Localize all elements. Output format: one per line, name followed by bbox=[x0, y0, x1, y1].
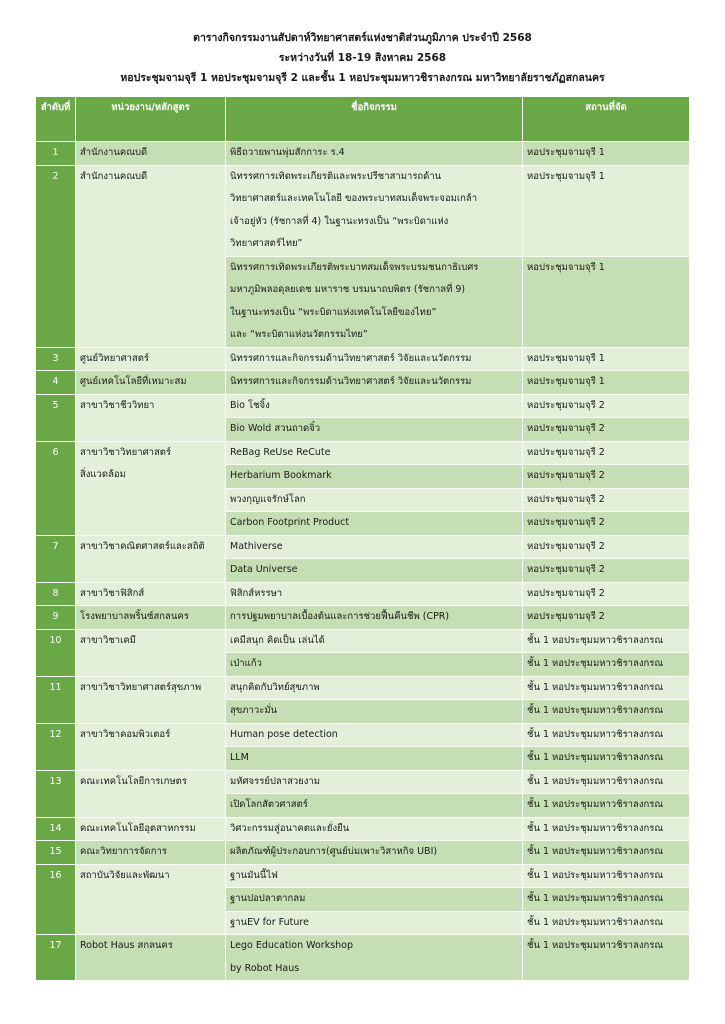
org-cell: สำนักงานคณบดี bbox=[76, 165, 226, 347]
place-cell: หอประชุมจามจุรี 2 bbox=[523, 418, 690, 442]
place-cell: ชั้น 1 หอประชุมมหาวชิราลงกรณ bbox=[523, 676, 690, 700]
place-cell: หอประชุมจามจุรี 2 bbox=[523, 488, 690, 512]
row-number: 10 bbox=[36, 629, 76, 676]
activity-cell: พิธีถวายพานพุ่มสักการะ ร.4 bbox=[226, 142, 523, 166]
org-cell: สาขาวิชาวิทยาศาสตร์สุขภาพ bbox=[76, 676, 226, 723]
place-cell: หอประชุมจามจุรี 2 bbox=[523, 559, 690, 583]
row-number: 3 bbox=[36, 347, 76, 371]
place-cell: ชั้น 1 หอประชุมมหาวชิราลงกรณ bbox=[523, 935, 690, 981]
header-activity: ชื่อกิจกรรม bbox=[226, 97, 523, 142]
activity-cell: เป่าแก้ว bbox=[226, 653, 523, 677]
activity-cell: LLM bbox=[226, 747, 523, 771]
place-cell: ชั้น 1 หอประชุมมหาวชิราลงกรณ bbox=[523, 629, 690, 653]
row-number: 14 bbox=[36, 817, 76, 841]
org-cell: สาขาวิชาชีววิทยา bbox=[76, 394, 226, 441]
document-venue: หอประชุมจามจุรี 1 หอประชุมจามจุรี 2 และชั้น 1 หอประชุมมหาวชิราลงกรณ มหาวิทยาลัยราชภัฏสกลนคร bbox=[120, 72, 605, 84]
activity-cell: ReBag ReUse ReCute bbox=[226, 441, 523, 465]
place-cell: หอประชุมจามจุรี 1 bbox=[523, 142, 690, 166]
row-number: 12 bbox=[36, 723, 76, 770]
place-cell: หอประชุมจามจุรี 2 bbox=[523, 606, 690, 630]
row-number: 9 bbox=[36, 606, 76, 630]
activity-cell: Lego Education Workshop by Robot Haus bbox=[226, 935, 523, 981]
activity-cell: พวงกุญแจรักษ์โลก bbox=[226, 488, 523, 512]
row-number: 5 bbox=[36, 394, 76, 441]
place-cell: หอประชุมจามจุรี 2 bbox=[523, 535, 690, 559]
org-cell: ศูนย์เทคโนโลยีที่เหมาะสม bbox=[76, 371, 226, 395]
place-cell: หอประชุมจามจุรี 2 bbox=[523, 512, 690, 536]
row-number: 2 bbox=[36, 165, 76, 347]
activity-cell: นิทรรศการเทิดพระเกียรติพระบาทสมเด็จพระบรมชนกาธิเบศร มหาภูมิพลอดุลยเดช มหาราช บรมนาถบพิตร (รัชกาลที่ 9) ในฐานะทรงเป็น “พระบิดาแห่งเทคโนโลยีของไทย” และ “พระบิดาแห่งนวัตกรรมไทย” bbox=[226, 256, 523, 347]
activity-cell: Carbon Footprint Product bbox=[226, 512, 523, 536]
org-cell: โรงพยาบาลพริ้นซ์สกลนคร bbox=[76, 606, 226, 630]
table-row bbox=[36, 817, 690, 841]
org-cell: สาขาวิชาคอมพิวเตอร์ bbox=[76, 723, 226, 770]
activity-cell: ผลิตภัณฑ์ผู้ประกอบการ(ศูนย์บ่มเพาะวิสาหกิจ UBI) bbox=[226, 841, 523, 865]
place-cell: หอประชุมจามจุรี 2 bbox=[523, 441, 690, 465]
document-title: ตารางกิจกรรมงานสัปดาห์วิทยาศาสตร์แห่งชาติส่วนภูมิภาค ประจำปี 2568 bbox=[193, 32, 532, 44]
org-cell: ศูนย์วิทยาศาสตร์ bbox=[76, 347, 226, 371]
document-date: ระหว่างวันที่ 18-19 สิงหาคม 2568 bbox=[278, 52, 447, 64]
schedule-table bbox=[35, 96, 690, 981]
table-row bbox=[36, 864, 690, 888]
place-cell: หอประชุมจามจุรี 2 bbox=[523, 582, 690, 606]
place-cell: ชั้น 1 หอประชุมมหาวชิราลงกรณ bbox=[523, 888, 690, 912]
place-cell: ชั้น 1 หอประชุมมหาวชิราลงกรณ bbox=[523, 841, 690, 865]
place-cell: หอประชุมจามจุรี 1 bbox=[523, 165, 690, 256]
row-number: 16 bbox=[36, 864, 76, 935]
activity-cell: นิทรรศการเทิดพระเกียรติและพระปรีชาสามารถด้าน วิทยาศาสตร์และเทคโนโลยี ของพระบาทสมเด็จพระจอมเกล้า เจ้าอยู่หัว (รัชกาลที่ 4) ในฐานะทรงเป็น “พระบิดาแห่ง วิทยาศาสตร์ไทย” bbox=[226, 165, 523, 256]
table-row bbox=[36, 723, 690, 747]
activity-cell: Mathiverse bbox=[226, 535, 523, 559]
org-cell: Robot Haus สกลนคร bbox=[76, 935, 226, 981]
org-cell: สำนักงานคณบดี bbox=[76, 142, 226, 166]
org-cell: สาขาวิชาฟิสิกส์ bbox=[76, 582, 226, 606]
header-org: หน่วยงาน/หลักสูตร bbox=[76, 97, 226, 142]
table-row bbox=[36, 165, 690, 256]
row-number: 8 bbox=[36, 582, 76, 606]
place-cell: หอประชุมจามจุรี 1 bbox=[523, 371, 690, 395]
place-cell: ชั้น 1 หอประชุมมหาวชิราลงกรณ bbox=[523, 723, 690, 747]
place-cell: หอประชุมจามจุรี 1 bbox=[523, 347, 690, 371]
table-row bbox=[36, 935, 690, 981]
place-cell: หอประชุมจามจุรี 2 bbox=[523, 465, 690, 489]
org-cell: คณะวิทยาการจัดการ bbox=[76, 841, 226, 865]
row-number: 17 bbox=[36, 935, 76, 981]
activity-cell: ฐานปอปลาตากลม bbox=[226, 888, 523, 912]
activity-cell: นิทรรศการและกิจกรรมด้านวิทยาศาสตร์ วิจัยและนวัตกรรม bbox=[226, 371, 523, 395]
table-row bbox=[36, 606, 690, 630]
table-body bbox=[36, 142, 690, 981]
row-number: 4 bbox=[36, 371, 76, 395]
row-number: 6 bbox=[36, 441, 76, 535]
org-cell: สาขาวิชาเคมี bbox=[76, 629, 226, 676]
activity-cell: สุขภาวะมั่น bbox=[226, 700, 523, 724]
org-cell: คณะเทคโนโลยีการเกษตร bbox=[76, 770, 226, 817]
row-number: 1 bbox=[36, 142, 76, 166]
table-row bbox=[36, 582, 690, 606]
org-cell: สาขาวิชาคณิตศาสตร์และสถิติ bbox=[76, 535, 226, 582]
org-cell: สถาบันวิจัยและพัฒนา bbox=[76, 864, 226, 935]
place-cell: หอประชุมจามจุรี 2 bbox=[523, 394, 690, 418]
place-cell: ชั้น 1 หอประชุมมหาวชิราลงกรณ bbox=[523, 817, 690, 841]
table-row bbox=[36, 676, 690, 700]
org-cell: สาขาวิชาวิทยาศาสตร์ สิ่งแวดล้อม bbox=[76, 441, 226, 535]
activity-cell: วิศวะกรรมสู่อนาคตและยั่งยืน bbox=[226, 817, 523, 841]
place-cell: ชั้น 1 หอประชุมมหาวชิราลงกรณ bbox=[523, 700, 690, 724]
document-header bbox=[0, 28, 725, 88]
place-cell: ชั้น 1 หอประชุมมหาวชิราลงกรณ bbox=[523, 770, 690, 794]
table-header-row bbox=[36, 97, 690, 142]
place-cell: ชั้น 1 หอประชุมมหาวชิราลงกรณ bbox=[523, 794, 690, 818]
activity-cell: เปิดโลกสัตวศาสตร์ bbox=[226, 794, 523, 818]
activity-cell: การปฐมพยาบาลเบื้องต้นและการช่วยฟื้นคืนชีพ (CPR) bbox=[226, 606, 523, 630]
place-cell: ชั้น 1 หอประชุมมหาวชิราลงกรณ bbox=[523, 911, 690, 935]
row-number: 15 bbox=[36, 841, 76, 865]
org-cell: คณะเทคโนโลยีอุตสาหกรรม bbox=[76, 817, 226, 841]
header-no: ลำดับที่ bbox=[36, 97, 76, 142]
activity-cell: สนุกคิดกับวิทย์สุขภาพ bbox=[226, 676, 523, 700]
place-cell: ชั้น 1 หอประชุมมหาวชิราลงกรณ bbox=[523, 864, 690, 888]
table-row bbox=[36, 347, 690, 371]
activity-cell: ฐานมันนี้ไฟ bbox=[226, 864, 523, 888]
table-row bbox=[36, 841, 690, 865]
table-row bbox=[36, 629, 690, 653]
row-number: 7 bbox=[36, 535, 76, 582]
place-cell: ชั้น 1 หอประชุมมหาวชิราลงกรณ bbox=[523, 747, 690, 771]
table-row bbox=[36, 371, 690, 395]
activity-cell: Human pose detection bbox=[226, 723, 523, 747]
activity-cell: Data Universe bbox=[226, 559, 523, 583]
activity-cell: เคมีสนุก คิดเป็น เล่นได้ bbox=[226, 629, 523, 653]
header-place: สถานที่จัด bbox=[523, 97, 690, 142]
activity-cell: Bio โชจิ้ง bbox=[226, 394, 523, 418]
activity-cell: ฐานEV for Future bbox=[226, 911, 523, 935]
row-number: 13 bbox=[36, 770, 76, 817]
place-cell: ชั้น 1 หอประชุมมหาวชิราลงกรณ bbox=[523, 653, 690, 677]
activity-cell: นิทรรศการและกิจกรรมด้านวิทยาศาสตร์ วิจัยและนวัตกรรม bbox=[226, 347, 523, 371]
table-row bbox=[36, 535, 690, 559]
activity-cell: มหัศจรรย์ปลาสวยงาม bbox=[226, 770, 523, 794]
row-number: 11 bbox=[36, 676, 76, 723]
activity-cell: Bio Wold สวนถาดจิ๋ว bbox=[226, 418, 523, 442]
table-row bbox=[36, 770, 690, 794]
place-cell: หอประชุมจามจุรี 1 bbox=[523, 256, 690, 347]
table-row bbox=[36, 142, 690, 166]
activity-cell: Herbarium Bookmark bbox=[226, 465, 523, 489]
table-row bbox=[36, 394, 690, 418]
activity-cell: ฟิสิกส์หรรษา bbox=[226, 582, 523, 606]
table-row bbox=[36, 441, 690, 465]
